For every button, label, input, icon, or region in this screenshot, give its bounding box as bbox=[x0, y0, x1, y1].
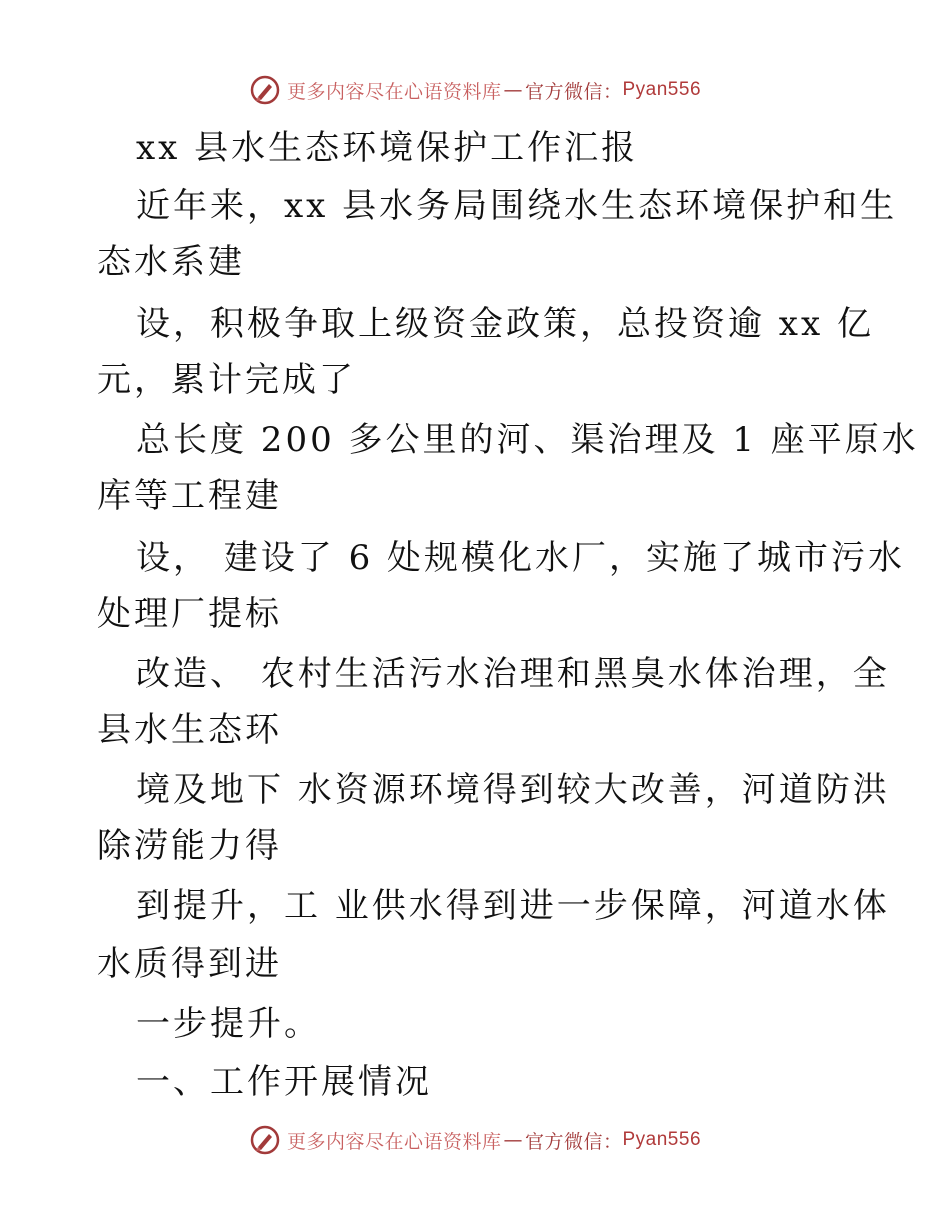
watermark-label: 官方微信： bbox=[524, 80, 623, 103]
paragraph-line: 改造、 农村生活污水治理和黑臭水体治理，全 bbox=[136, 654, 890, 694]
watermark-separator: — bbox=[503, 79, 523, 101]
pen-logo-icon bbox=[249, 74, 281, 106]
paragraph-line: 设， 建设了 6 处规模化水厂，实施了城市污水 bbox=[136, 538, 906, 578]
pen-logo-icon bbox=[249, 1124, 281, 1156]
paragraph-line: 到提升，工 业供水得到进一步保障，河道水体 bbox=[136, 886, 890, 926]
footer-watermark bbox=[0, 1120, 950, 1160]
paragraph-line: 处理厂提标 bbox=[97, 594, 282, 634]
watermark-brand: 更多内容尽在心语资料库 bbox=[286, 80, 502, 103]
paragraph-line: 水质得到进 bbox=[97, 944, 282, 984]
paragraph-line: 近年来，xx 县水务局围绕水生态环境保护和生 bbox=[136, 186, 898, 226]
paragraph-line: 总长度 200 多公里的河、渠治理及 1 座平原水 bbox=[136, 420, 919, 460]
header-watermark bbox=[0, 70, 950, 110]
paragraph-line: 设，积极争取上级资金政策，总投资逾 xx 亿 bbox=[136, 304, 874, 344]
watermark-label: 官方微信： bbox=[524, 1130, 623, 1153]
watermark-handle: Pyan556 bbox=[622, 79, 702, 100]
section-heading: 一、工作开展情况 bbox=[136, 1062, 432, 1102]
paragraph-line: 一步提升。 bbox=[136, 1004, 321, 1044]
paragraph-line: 境及地下 水资源环境得到较大改善，河道防洪 bbox=[136, 770, 890, 810]
watermark-separator: — bbox=[503, 1129, 523, 1151]
paragraph-line: 库等工程建 bbox=[97, 476, 282, 516]
watermark-handle: Pyan556 bbox=[622, 1129, 702, 1150]
paragraph-line: 元，累计完成了 bbox=[97, 360, 356, 400]
paragraph-line: 除涝能力得 bbox=[97, 826, 282, 866]
paragraph-line: 态水系建 bbox=[97, 242, 245, 282]
watermark-brand: 更多内容尽在心语资料库 bbox=[286, 1130, 502, 1153]
document-title: xx 县水生态环境保护工作汇报 bbox=[136, 128, 639, 168]
paragraph-line: 县水生态环 bbox=[97, 710, 282, 750]
